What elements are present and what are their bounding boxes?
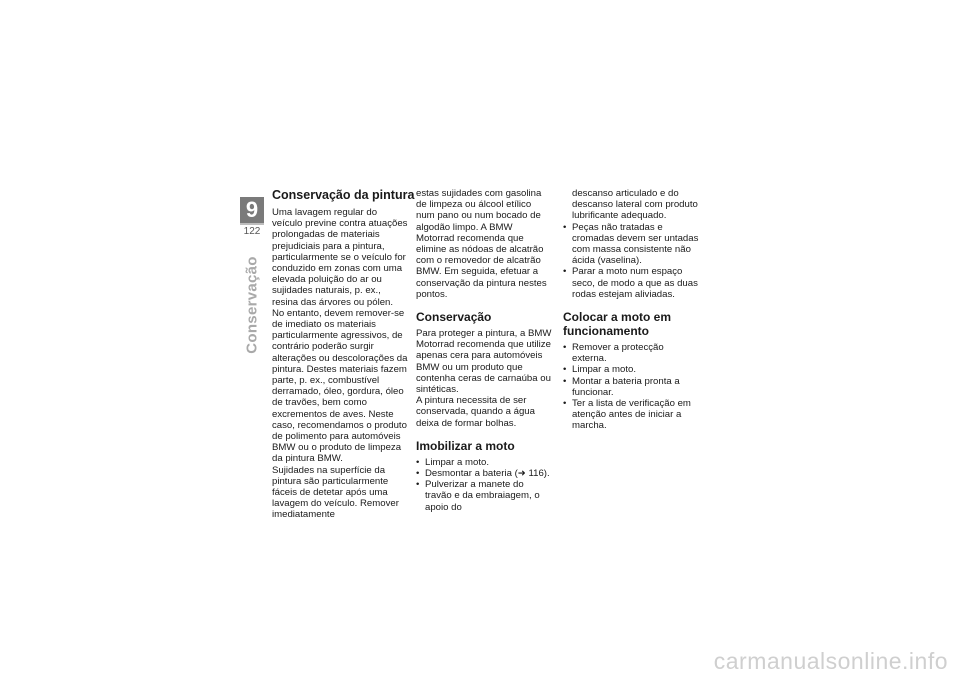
bullet-list: [563, 222, 699, 300]
paragraph: A pintura necessita de ser conservada, quando a água deixa de formar bolhas.: [416, 395, 535, 429]
text-column-3: [563, 188, 699, 432]
list-item: • Desmontar a bateria (➜ 116).: [416, 468, 552, 479]
bullet-list: [416, 457, 552, 513]
list-item: • Montar a bateria pronta a funcionar.: [563, 376, 699, 398]
list-item: • Limpar a moto.: [416, 457, 552, 468]
list-item: • Limpar a moto.: [563, 364, 699, 375]
section-heading-paint-care: Conservação da pintura: [272, 188, 415, 202]
chapter-number-tab: 9: [240, 197, 264, 223]
section-heading-immobilize: Imobilizar a moto: [416, 438, 515, 453]
paragraph: Para proteger a pintura, a BMW Motorrad recomenda que utilize apenas cera para automóveis BMW ou um produto que contenha ceras de carnaúba ou sintéticas.: [416, 328, 552, 396]
list-item: • Parar a moto num espaço seco, de modo a que as duas rodas estejam aliviadas.: [563, 266, 699, 300]
paragraph: Uma lavagem regular do veículo previne contra atuações prolongadas de materiais prejudiciais para a pintura, particularmente se o veículo for conduzido em zonas com uma elevada poluição do ar ou sujidades naturais, p. ex., resina das árvores ou pólen.: [272, 207, 408, 308]
tab-divider: [240, 223, 264, 225]
list-item: • Peças não tratadas e cromadas devem ser untadas com massa consistente não ácida (vaselina).: [563, 222, 699, 267]
list-item: • Remover a protecção externa.: [563, 342, 699, 364]
paragraph: Sujidades na superfície da pintura são particularmente fáceis de detetar após uma lavagem do veículo. Remover imediatamente: [272, 464, 399, 521]
text-column-1: [272, 188, 415, 521]
section-heading-recommission: Colocar a moto em funcionamento: [563, 310, 672, 339]
list-item: • Ter a lista de verificação em atenção antes de iniciar a marcha.: [563, 398, 699, 432]
section-heading-conservation: Conservação: [416, 310, 492, 325]
site-watermark: carmanualsonline.info: [713, 648, 948, 674]
page-number: 122: [243, 226, 261, 237]
list-item: • Pulverizar a manete do travão e da embraiagem, o apoio do: [416, 479, 552, 513]
paragraph: No entanto, devem remover-se de imediato os materiais particularmente agressivos, de contrário poderão surgir alterações ou descolorações da pintura. Destes materiais fazem parte, p. ex., combustível derramado, óleo, gordura, óleo de travões, bem como excrementos de aves. Neste caso, recomendamos o produto de polimento para automóveis BMW ou o produto de limpeza da pintura BMW.: [272, 307, 408, 465]
chapter-side-label: Conservação: [243, 256, 261, 354]
bullet-list: [563, 342, 699, 432]
text-column-2: [416, 188, 552, 513]
list-item-continuation: descanso articulado e do descanso lateral com produto lubrificante adequado.: [572, 188, 698, 222]
paragraph: estas sujidades com gasolina de limpeza ou álcool etílico num pano ou num bocado de algodão limpo. A BMW Motorrad recomenda que elimine as nódoas de alcatrão com o removedor de alcatrão BMW. Em seguida, efetuar a conservação da pintura nestes pontos.: [416, 188, 547, 300]
